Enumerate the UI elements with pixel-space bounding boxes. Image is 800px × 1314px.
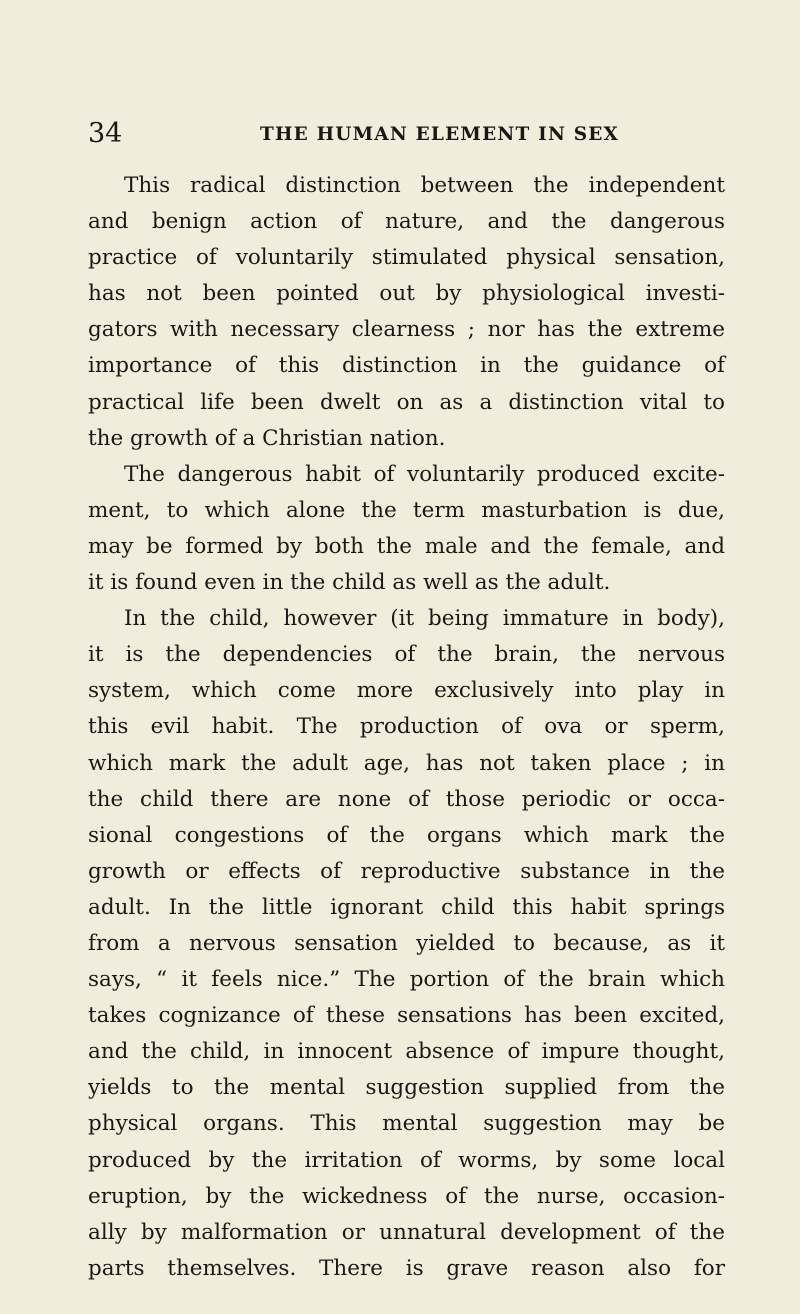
text-line: sional congestions of the organs which mark the (88, 822, 725, 848)
text-line: yields to the mental suggestion supplied from the (88, 1075, 725, 1101)
body-text (88, 168, 725, 1287)
text-line: adult. In the little ignorant child this habit springs (88, 894, 725, 920)
text-line: this evil habit. The production of ova or sperm, (88, 714, 725, 740)
text-line: produced by the irritation of worms, by some local (88, 1147, 725, 1173)
text-line: practice of voluntarily stimulated physical sensation, (88, 245, 725, 271)
text-line: says, “ it feels nice.” The portion of the brain which (88, 967, 725, 993)
running-title: THE HUMAN ELEMENT IN SEX (260, 124, 620, 145)
text-line: and the child, in innocent absence of impure thought, (88, 1039, 725, 1065)
text-line: This radical distinction between the independent (124, 173, 725, 198)
text-line: it is the dependencies of the brain, the nervous (88, 642, 725, 668)
text-line: the growth of a Christian nation. (88, 425, 446, 451)
text-line: from a nervous sensation yielded to because, as it (88, 930, 725, 956)
text-line: ally by malformation or unnatural development of the (88, 1219, 725, 1245)
text-line: and benign action of nature, and the dangerous (88, 209, 725, 235)
text-line: physical organs. This mental suggestion may be (88, 1111, 725, 1137)
text-line: gators with necessary clearness ; nor has the extreme (88, 317, 725, 343)
text-line: importance of this distinction in the guidance of (88, 353, 725, 379)
text-line: In the child, however (it being immature in body), (124, 606, 725, 632)
text-line: growth or effects of reproductive substance in the (88, 858, 725, 884)
text-line: which mark the adult age, has not taken place ; in (88, 750, 725, 776)
text-line: practical life been dwelt on as a distinction vital to (88, 389, 725, 415)
text-line: it is found even in the child as well as the adult. (88, 570, 611, 596)
text-line: system, which come more exclusively into play in (88, 678, 725, 704)
text-line: may be formed by both the male and the female, and (88, 533, 725, 559)
text-line: has not been pointed out by physiological investi- (88, 281, 725, 307)
text-line: eruption, by the wickedness of the nurse, occasion- (88, 1183, 725, 1209)
text-line: parts themselves. There is grave reason also for (88, 1255, 725, 1281)
page-header (0, 118, 800, 150)
text-line: The dangerous habit of voluntarily produced excite- (124, 461, 725, 487)
text-line: takes cognizance of these sensations has been excited, (88, 1003, 725, 1029)
text-line: the child there are none of those periodic or occa- (88, 786, 725, 812)
text-line: ment, to which alone the term masturbation is due, (88, 497, 725, 523)
page-number: 34 (88, 118, 123, 149)
